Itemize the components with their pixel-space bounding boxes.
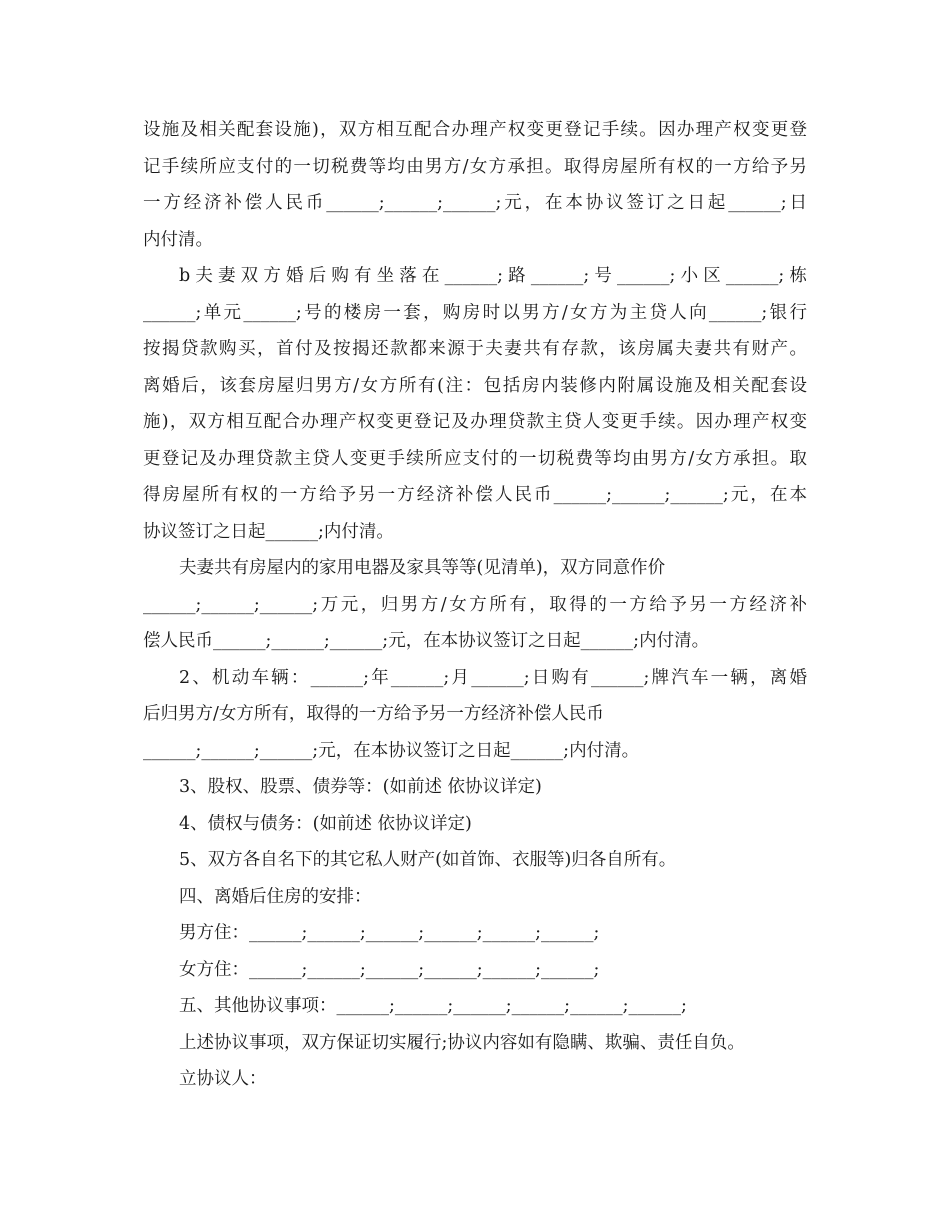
text-line-22: 四、离婚后住房的安排： (179, 886, 372, 907)
text-line-5: b夫妻双方婚后购有坐落在______;路______;号______;小区______;栋 (179, 266, 807, 286)
text-line-2: 记手续所应支付的一切税费等均由男方/女方承担。取得房屋所有权的一方给予另 (143, 156, 807, 177)
text-line-26: 上述协议事项，双方保证切实履行;协议内容如有隐瞒、欺骗、责任自负。 (179, 1032, 745, 1053)
text-line-10: 更登记及办理贷款主贷人变更手续所应支付的一切税费等均由男方/女方承担。取 (143, 448, 807, 469)
text-line-17: 后归男方/女方所有，取得的一方给予另一方经济补偿人民币 (143, 704, 604, 724)
text-line-18: ______;______;______;元，在本协议签订之日起______;内付清。 (143, 740, 640, 761)
text-line-23: 男方住：______;______;______;______;______;______; (179, 923, 600, 943)
text-line-15: 偿人民币______;______;______;元，在本协议签订之日起______;内付清。 (143, 631, 710, 651)
text-line-16: 2、机动车辆：______;年______;月______;日购有______;牌汽车一辆，离婚 (179, 667, 807, 688)
text-line-19: 3、股权、股票、债券等：(如前述 依协议详定) (179, 777, 542, 797)
text-line-21: 5、双方各自名下的其它私人财产(如首饰、衣服等)归各自所有。 (179, 850, 677, 870)
text-line-6: ______;单元______;号的楼房一套，购房时以男方/女方为主贷人向______;银行 (143, 302, 807, 323)
text-line-3: 一方经济补偿人民币______;______;______;元，在本协议签订之日起______;日 (143, 193, 807, 213)
text-line-11: 得房屋所有权的一方给予另一方经济补偿人民币______;______;______;元，在本 (143, 485, 807, 505)
text-line-20: 4、债权与债务：(如前述 依协议详定) (179, 813, 472, 834)
document-page (143, 112, 807, 1098)
text-line-12: 协议签订之日起______;内付清。 (143, 521, 394, 542)
text-line-24: 女方住：______;______;______;______;______;______; (179, 959, 600, 980)
text-line-4: 内付清。 (143, 229, 213, 250)
text-line-9: 施)，双方相互配合办理产权变更登记及办理贷款主贷人变更手续。因办理产权变 (143, 412, 807, 432)
text-line-27: 立协议人： (179, 1069, 267, 1089)
text-line-1: 设施及相关配套设施)，双方相互配合办理产权变更登记手续。因办理产权变更登 (143, 120, 807, 140)
text-line-8: 离婚后，该套房屋归男方/女方所有(注：包括房内装修内附属设施及相关配套设 (143, 375, 807, 396)
text-line-25: 五、其他协议事项：______;______;______;______;______;______; (179, 996, 687, 1016)
text-line-13: 夫妻共有房屋内的家用电器及家具等等(见清单)，双方同意作价 (179, 558, 666, 578)
text-line-7: 按揭贷款购买，首付及按揭还款都来源于夫妻共有存款，该房属夫妻共有财产。 (143, 339, 807, 359)
text-line-14: ______;______;______;万元，归男方/女方所有，取得的一方给予另一方经济补 (143, 594, 807, 615)
